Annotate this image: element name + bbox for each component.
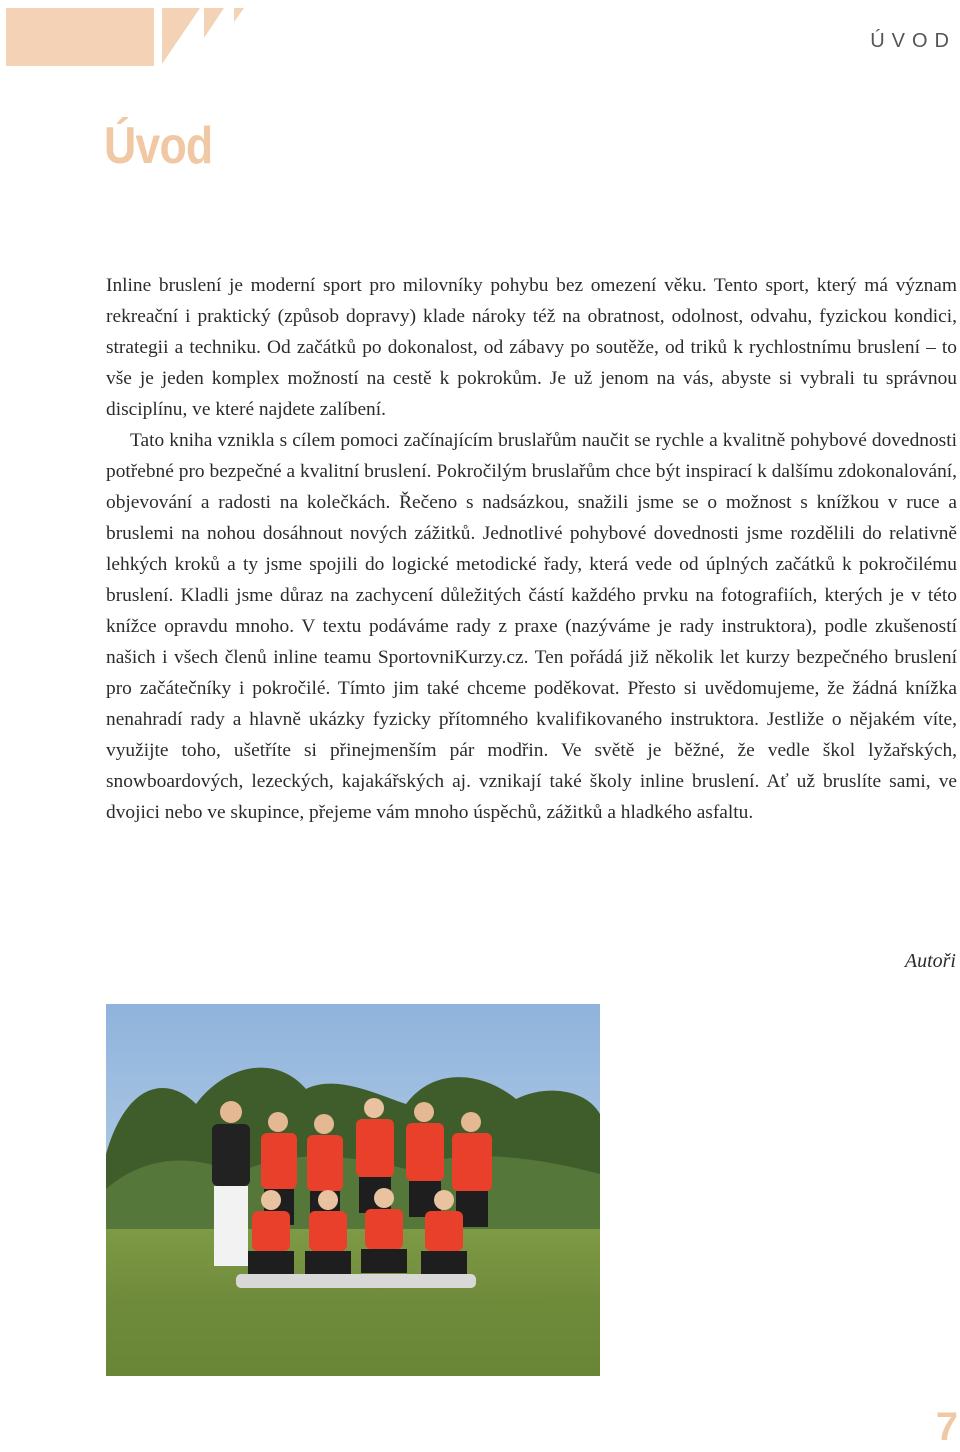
paragraph-2: Tato kniha vznikla s cílem pomoci začínajícím bruslařům naučit se rychle a kvalitně pohybové dovednosti potřebné pro bezpečné a kvalitní bruslení. Pokročilým bruslařům chce být inspirací k dalšímu zdokonalování, objevování a radosti na kolečkách. Řečeno s nadsázkou, snažili jsme se o možnost s knížkou v ruce a bruslemi na nohou dosáhnout nových zážitků. Jednotlivé pohybové dovednosti jsme rozdělili do relativně lehkých kroků a ty jsme spojili do logické metodické řady, která vede od úplných začátků k pokročilému bruslení. Kladli jsme důraz na zachycení důležitých částí každého prvku na fotografiích, kterých je v této knížce opravdu mnoho. V textu podáváme rady z praxe (nazýváme je rady instruktora), podle zkušeností našich i všech členů inline teamu SportovniKurzy.cz. Ten pořádá již několik let kurzy bezpečného bruslení pro začátečníky i pokročilé. Tímto jim také chceme poděkovat. Přesto si uvědomujeme, že žádná knížka nenahradí rady a hlavně ukázky fyzicky přítomného kvalifikovaného instruktora. Jestliže o nějakém víte, využijte toho, ušetříte si přinejmenším pár modřin. Ve světě je běžné, že vedle škol lyžařských, snowboardových, lezeckých, kajakářských aj. vznikají také školy inline bruslení. Ať už bruslíte sami, ve dvojici nebo ve skupince, přejeme vám mnoho úspěchů, zážitků a hladkého asfaltu. xyxy=(106,430,957,823)
header-decoration xyxy=(0,0,270,72)
running-head: ÚVOD xyxy=(870,30,956,52)
team-photo-illustration xyxy=(106,1004,600,1376)
page-number: 7 xyxy=(935,1405,958,1449)
signature: Autoři xyxy=(904,950,956,972)
chapter-title: Úvod xyxy=(104,117,213,175)
body-text xyxy=(106,270,957,828)
team-photo xyxy=(106,1004,600,1376)
paragraph-1: Inline bruslení je moderní sport pro milovníky pohybu bez omezení věku. Tento sport, který má význam rekreační i praktický (způsob dopravy) klade nároky též na obratnost, odolnost, odvahu, fyzickou kondici, strategii a techniku. Od začátků po dokonalost, od zábavy po soutěže, od triků k rychlostnímu bruslení – to vše je jeden komplex možností na cestě k pokrokům. Je už jenom na vás, abyste si vybrali tu správnou disciplínu, ve které najdete zalíbení. xyxy=(106,275,957,420)
